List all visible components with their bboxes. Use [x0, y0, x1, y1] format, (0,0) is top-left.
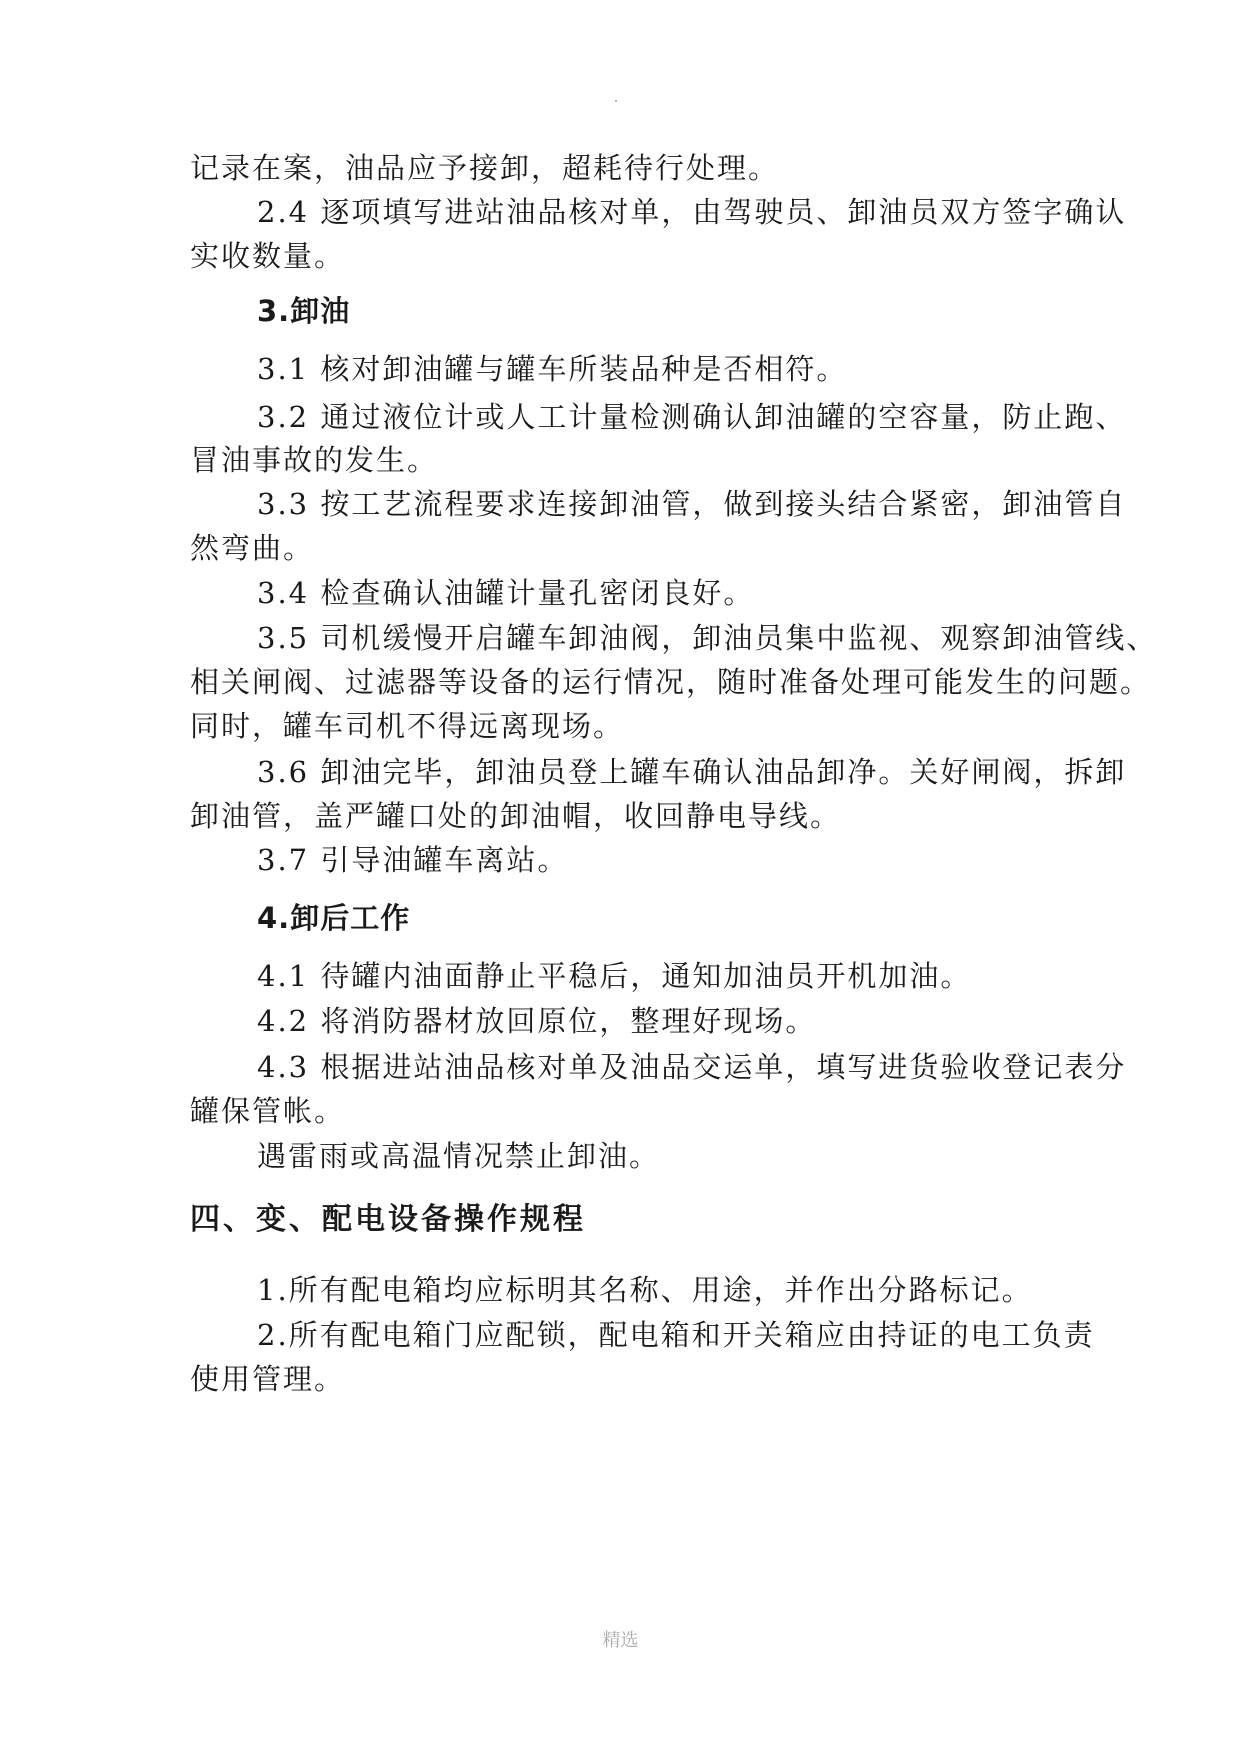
paragraph-line: 实收数量。: [190, 239, 346, 273]
paragraph-line: 相关闸阀、过滤器等设备的运行情况，随时准备处理可能发生的问题。: [190, 665, 1152, 699]
paragraph-line: 然弯曲。: [190, 531, 315, 565]
header-mark: [615, 100, 617, 102]
paragraph-line: 2.4 逐项填写进站油品核对单，由驾驶员、卸油员双方签字确认: [257, 195, 1127, 229]
subheading-post-unloading: 4.卸后工作: [257, 901, 411, 935]
paragraph-line: 3.6 卸油完毕，卸油员登上罐车确认油品卸净。关好闸阀，拆卸: [257, 755, 1127, 789]
paragraph-line: 4.3 根据进站油品核对单及油品交运单，填写进货验收登记表分: [257, 1050, 1127, 1084]
section-heading: 四、变、配电设备操作规程: [190, 1202, 586, 1237]
paragraph-line: 同时，罐车司机不得远离现场。: [190, 709, 625, 743]
paragraph-line: 1.所有配电箱均应标明其名称、用途，并作出分路标记。: [257, 1273, 1033, 1307]
paragraph-line: 3.1 核对卸油罐与罐车所装品种是否相符。: [257, 352, 848, 386]
page-footer: 精选: [602, 1630, 639, 1651]
paragraph-line: 冒油事故的发生。: [190, 443, 439, 477]
paragraph-line: 遇雷雨或高温情况禁止卸油。: [257, 1139, 661, 1173]
paragraph-line: 3.2 通过液位计或人工计量检测确认卸油罐的空容量，防止跑、: [257, 400, 1127, 434]
paragraph-line: 4.1 待罐内油面静止平稳后，通知加油员开机加油。: [257, 959, 972, 993]
paragraph-line: 罐保管帐。: [190, 1094, 346, 1128]
paragraph-line: 使用管理。: [190, 1362, 346, 1396]
paragraph-line: 3.3 按工艺流程要求连接卸油管，做到接头结合紧密，卸油管自: [257, 487, 1127, 521]
paragraph-line: 3.7 引导油罐车离站。: [257, 843, 569, 877]
subheading-unloading: 3.卸油: [257, 294, 351, 328]
paragraph-line: 4.2 将消防器材放回原位，整理好现场。: [257, 1004, 817, 1038]
paragraph-line: 记录在案，油品应予接卸，超耗待行处理。: [190, 151, 780, 185]
paragraph-line: 卸油管，盖严罐口处的卸油帽，收回静电导线。: [190, 799, 842, 833]
paragraph-line: 3.4 检查确认油罐计量孔密闭良好。: [257, 576, 755, 610]
paragraph-line: 3.5 司机缓慢开启罐车卸油阀，卸油员集中监视、观察卸油管线、: [257, 621, 1158, 655]
paragraph-line: 2.所有配电箱门应配锁，配电箱和开关箱应由持证的电工负责: [257, 1318, 1095, 1352]
